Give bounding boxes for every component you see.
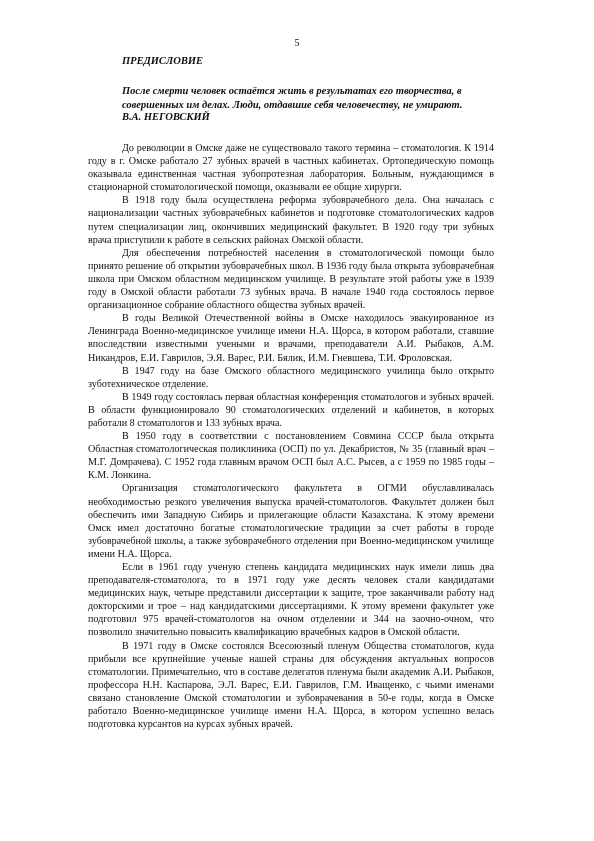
page-number: 5 bbox=[294, 38, 300, 49]
paragraph: Для обеспечения потребностей населения в стоматологической помощи было принято решение об открытии зубоврачебных школ. В 1936 году была открыта зубоврачебная школа при Омском областном медицинском училище. В результате этой работы уже в 1939 году в Омской области работали 73 зубных врача. В начале 1940 года состоялось первое организационное собрание областного общества зубных врачей. bbox=[88, 247, 494, 312]
epigraph-author: В.А. НЕГОВСКИЙ bbox=[122, 112, 210, 123]
section-heading: ПРЕДИСЛОВИЕ bbox=[122, 56, 204, 67]
paragraph: В 1949 году состоялась первая областная конференция стоматологов и зубных врачей. В области функционировало 90 стоматологических отделений и кабинетов, в которых работали 8 стоматологов и 133 зубных врача. bbox=[88, 391, 494, 429]
paragraph: В 1950 году в соответствии с постановлением Совмина СССР была открыта Областная стоматологическая поликлиника (ОСП) по ул. Декабристов, № 35 (главный врач – М.Г. Домрачева). С 1952 года главным врачом ОСП был А.С. Рысев, а с 1959 по 1985 годы – К.М. Лонкина. bbox=[88, 431, 494, 482]
paragraph: В 1918 году была осуществлена реформа зубоврачебного дела. Она началась с национализации частных зубоврачебных кабинетов и подготовке стоматологических кадров путем специализации лиц, окончивших медицинский факультет. В 1920 году три зубных врача приступили к работе в сельских районах Омской области. bbox=[88, 195, 494, 246]
paragraph: До революции в Омске даже не существовало такого термина – стоматология. К 1914 году в г. Омске работало 27 зубных врачей в частных кабинетах. Ортопедическую помощь оказывала единственная частная зубопротезная лаборатория. Больным, нуждающимся в стационарной стоматологической помощи, оказывали ее общие хирурги. bbox=[88, 143, 494, 194]
paragraph: В 1971 году в Омске состоялся Всесоюзный пленум Общества стоматологов, куда прибыли все крупнейшие ученые нашей страны для обсуждения актуальных вопросов стоматологии. Примечательно, что в составе делегатов пленума были академик А.И. Рыбаков, профессора Н.Н. Каспарова, Э.Л. Варес, Е.И. Гаврилов, Г.М. Иващенко, с чьими именами связано становление Омской стоматологии и зубоврачевания в 50-е годы, когда в Омске работало Военно-медицинское училище имени Н.А. Щорса, в котором успешно велась подготовка курсантов на курсах зубных врачей. bbox=[88, 640, 494, 731]
paragraph: В 1947 году на базе Омского областного медицинского училища было открыто зуботехническое отделение. bbox=[88, 365, 494, 390]
paragraph: В годы Великой Отечественной войны в Омске находилось эвакуированное из Ленинграда Военно-медицинское училище имени Н.А. Щорса, в котором работали, ставшие впоследствии известными учеными и врачами, преподаватели А.И. Рыбаков, А.М. Никандров, Е.И. Гаврилов, Э.Я. Варес, Р.И. Бялик, И.М. Гневшева, Т.И. Фроловская. bbox=[88, 313, 494, 364]
body-text bbox=[88, 142, 494, 731]
paragraph: Если в 1961 году ученую степень кандидата медицинских наук имели лишь два преподавателя-стоматолога, то в 1971 году уже десять человек стали кандидатами медицинских наук, четыре представили диссертации к защите, трое заканчивали работу над докторскими и трое – над кандидатскими диссертациями. К этому времени факультет уже подготовил 975 врачей-стоматологов на очном отделении и 344 на заочно-очном, что позволило значительно повысить квалификацию врачебных кадров в Омской области. bbox=[88, 562, 494, 639]
paragraph: Организация стоматологического факультета в ОГМИ обуславливалась необходимостью резкого увеличения выпуска врачей-стоматологов. Факультет должен был обеспечить ими Западную Сибирь и прилегающие области Казахстана. К этому времени Омск имел достаточно богатые стоматологические традиции за счет работы в городе зубоврачебной школы, а также зубоврачебного отделения при Военно-медицинском училище имени Н.А. Щорса. bbox=[88, 483, 494, 560]
epigraph-quote: После смерти человек остаётся жить в результатах его творчества, в совершенных им делах. Люди, отдавшие себя человечеству, не умирают. bbox=[122, 86, 463, 111]
